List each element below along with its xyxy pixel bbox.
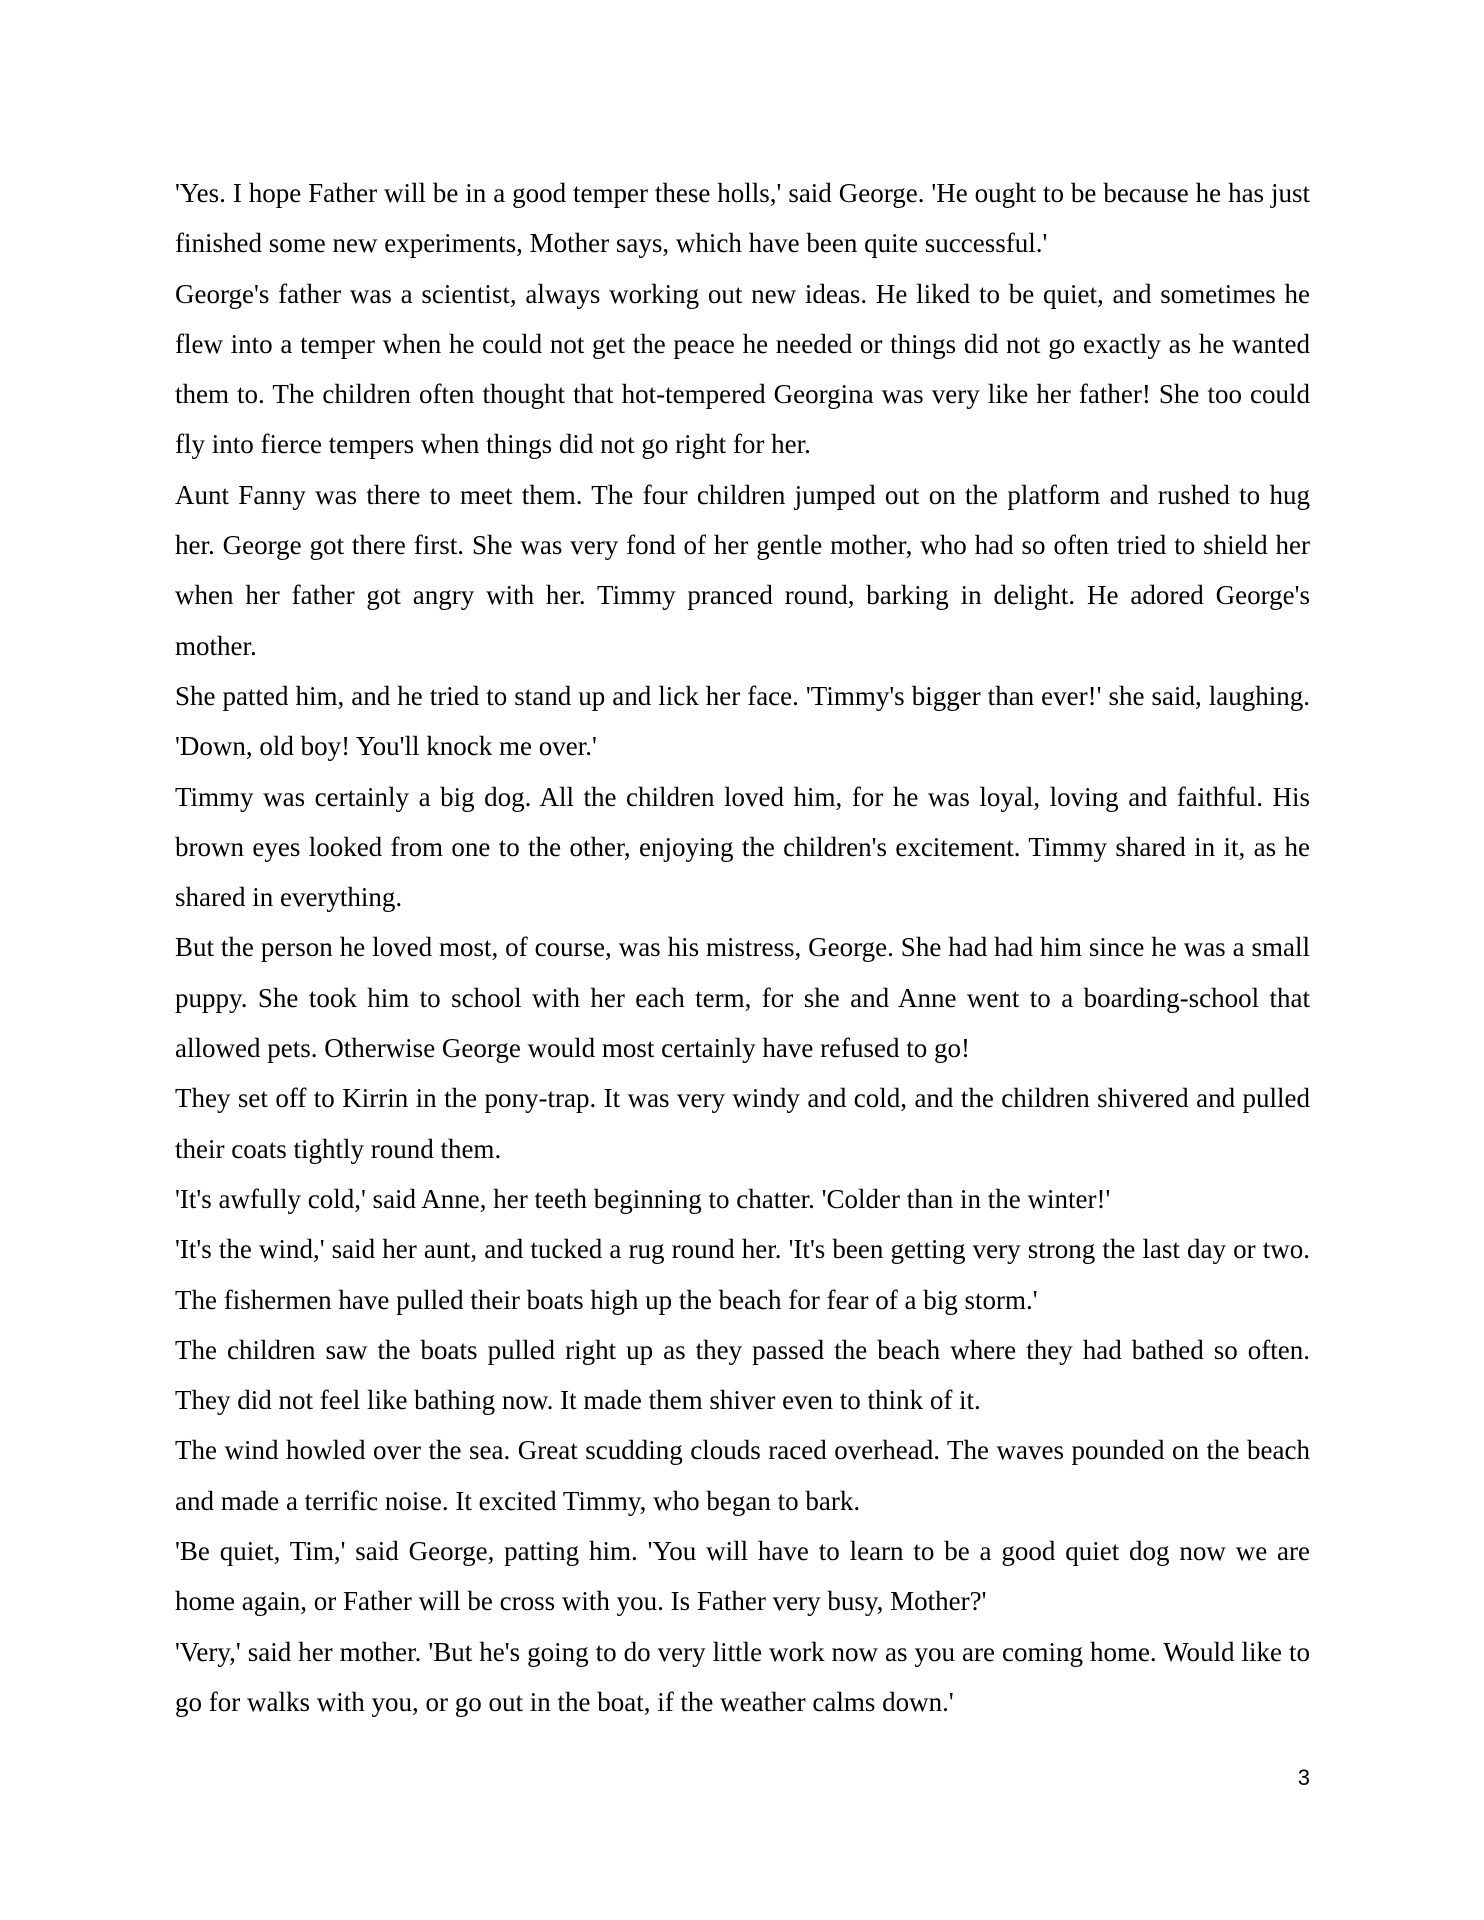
page-number: 3 — [1297, 1765, 1310, 1790]
paragraph-3: Aunt Fanny was there to meet them. The four children jumped out on the platform and rushed to hug her. George got there first. She was very fond of her gentle mother, who had so often tried to shield her when her father got angry with her. Timmy pranced round, barking in delight. He adored George's mother. — [175, 479, 1310, 661]
paragraph-5: Timmy was certainly a big dog. All the children loved him, for he was loyal, loving and faithful. His brown eyes looked from one to the other, enjoying the children's excitement. Timmy shared in it, as he shared in everything. — [175, 781, 1310, 913]
paragraph-6: But the person he loved most, of course, was his mistress, George. She had had him since he was a small puppy. She took him to school with her each term, for she and Anne went to a boarding-school that allowed pets. Otherwise George would most certainly have refused to go! — [175, 932, 1310, 1064]
paragraph-11: The wind howled over the sea. Great scudding clouds raced overhead. The waves pounded on the beach and made a terrific noise. It excited Timmy, who began to bark. — [175, 1435, 1310, 1516]
paragraph-9: 'It's the wind,' said her aunt, and tucked a rug round her. 'It's been getting very strong the last day or two. The fishermen have pulled their boats high up the beach for fear of a big storm.' — [175, 1234, 1310, 1315]
paragraph-1: 'Yes. I hope Father will be in a good temper these holls,' said George. 'He ought to be because he has just finished some new experiments, Mother says, which have been quite successful.' — [175, 178, 1310, 259]
paragraph-12: 'Be quiet, Tim,' said George, patting him. 'You will have to learn to be a good quiet dog now we are home again, or Father will be cross with you. Is Father very busy, Mother?' — [175, 1536, 1310, 1617]
paragraph-10: The children saw the boats pulled right up as they passed the beach where they had bathed so often. They did not feel like bathing now. It made them shiver even to think of it. — [175, 1334, 1310, 1416]
paragraph-4: She patted him, and he tried to stand up and lick her face. 'Timmy's bigger than ever!' she said, laughing. 'Down, old boy! You'll knock me over.' — [175, 680, 1310, 762]
paragraph-13: 'Very,' said her mother. 'But he's going to do very little work now as you are coming home. Would like to go for walks with you, or go out in the boat, if the weather calms down.' — [175, 1636, 1310, 1717]
paragraph-7: They set off to Kirrin in the pony-trap. It was very windy and cold, and the children shivered and pulled their coats tightly round them. — [175, 1083, 1310, 1164]
body-text — [175, 168, 1310, 1727]
paragraph-2: George's father was a scientist, always working out new ideas. He liked to be quiet, and sometimes he flew into a temper when he could not get the peace he needed or things did not go exactly as he wanted them to. The children often thought that hot-tempered Georgina was very like her father! She too could fly into fierce tempers when things did not go right for her. — [175, 278, 1310, 460]
paragraph-8: 'It's awfully cold,' said Anne, her teeth beginning to chatter. 'Colder than in the winter!' — [175, 1183, 1111, 1214]
